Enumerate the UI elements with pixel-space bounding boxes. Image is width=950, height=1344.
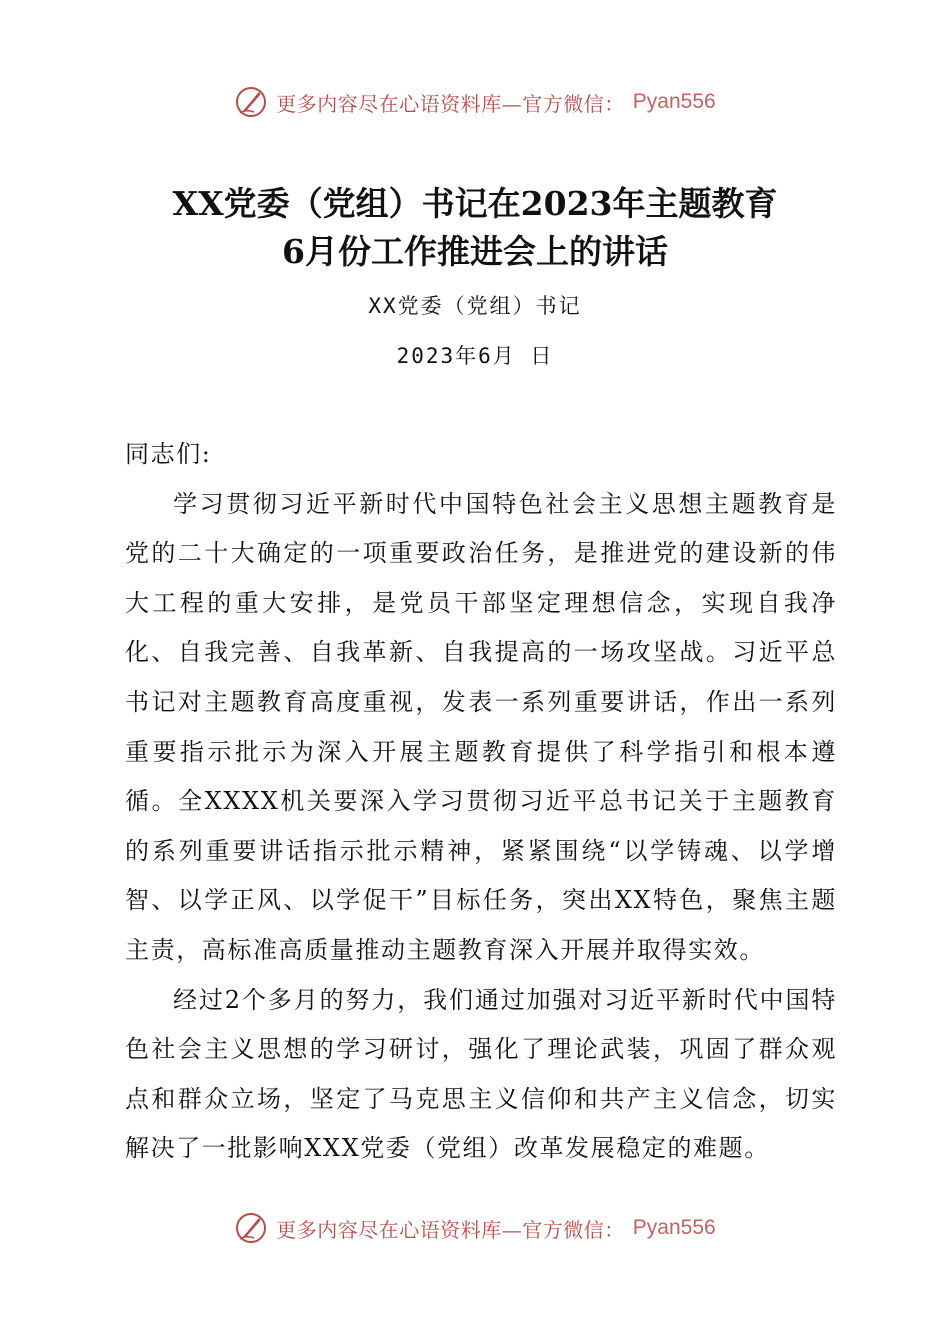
title-line-2: 6月份工作推进会上的讲话 — [282, 232, 668, 271]
watermark-wechat-id: Pyan556 — [632, 1216, 716, 1239]
title-line-1: XX党委（党组）书记在2023年主题教育 — [172, 184, 778, 223]
paragraph-2: 经过2个多月的努力，我们通过加强对习近平新时代中国特色社会主义思想的学习研讨，强化了理论武装，巩固了群众观点和群众立场，坚定了马克思主义信仰和共产主义信念，切实解决了一批影响XXX党委（党组）改革发展稳定的难题。 — [125, 985, 837, 1163]
speech-body — [125, 430, 837, 1174]
header-watermark — [0, 82, 950, 122]
footer-watermark — [0, 1208, 950, 1248]
watermark-wechat-id: Pyan556 — [632, 90, 716, 113]
watermark-text: 更多内容尽在心语资料库—官方微信： — [276, 1217, 625, 1242]
salutation: 同志们: — [125, 440, 212, 468]
document-title — [0, 180, 950, 276]
date-line: 2023年6月 日 — [396, 344, 554, 368]
watermark-text: 更多内容尽在心语资料库—官方微信： — [276, 91, 625, 116]
paragraph-1: 学习贯彻习近平新时代中国特色社会主义思想主题教育是党的二十大确定的一项重要政治任务，是推进党的建设新的伟大工程的重大安排，是党员干部坚定理想信念，实现自我净化、自我完善、自我革新、自我提高的一场攻坚战。习近平总书记对主题教育高度重视，发表一系列重要讲话，作出一系列重要指示批示为深入开展主题教育提供了科学指引和根本遵循。全XXXX机关要深入学习贯彻习近平总书记关于主题教育的系列重要讲话指示批示精神，紧紧围绕“以学铸魂、以学增智、以学正风、以学促干”目标任务，突出XX特色，聚焦主题主责，高标准高质量推动主题教育深入开展并取得实效。 — [125, 489, 837, 964]
author-line: XX党委（党组）书记 — [368, 294, 582, 318]
quill-logo-icon — [234, 85, 268, 119]
quill-logo-icon — [234, 1211, 268, 1245]
